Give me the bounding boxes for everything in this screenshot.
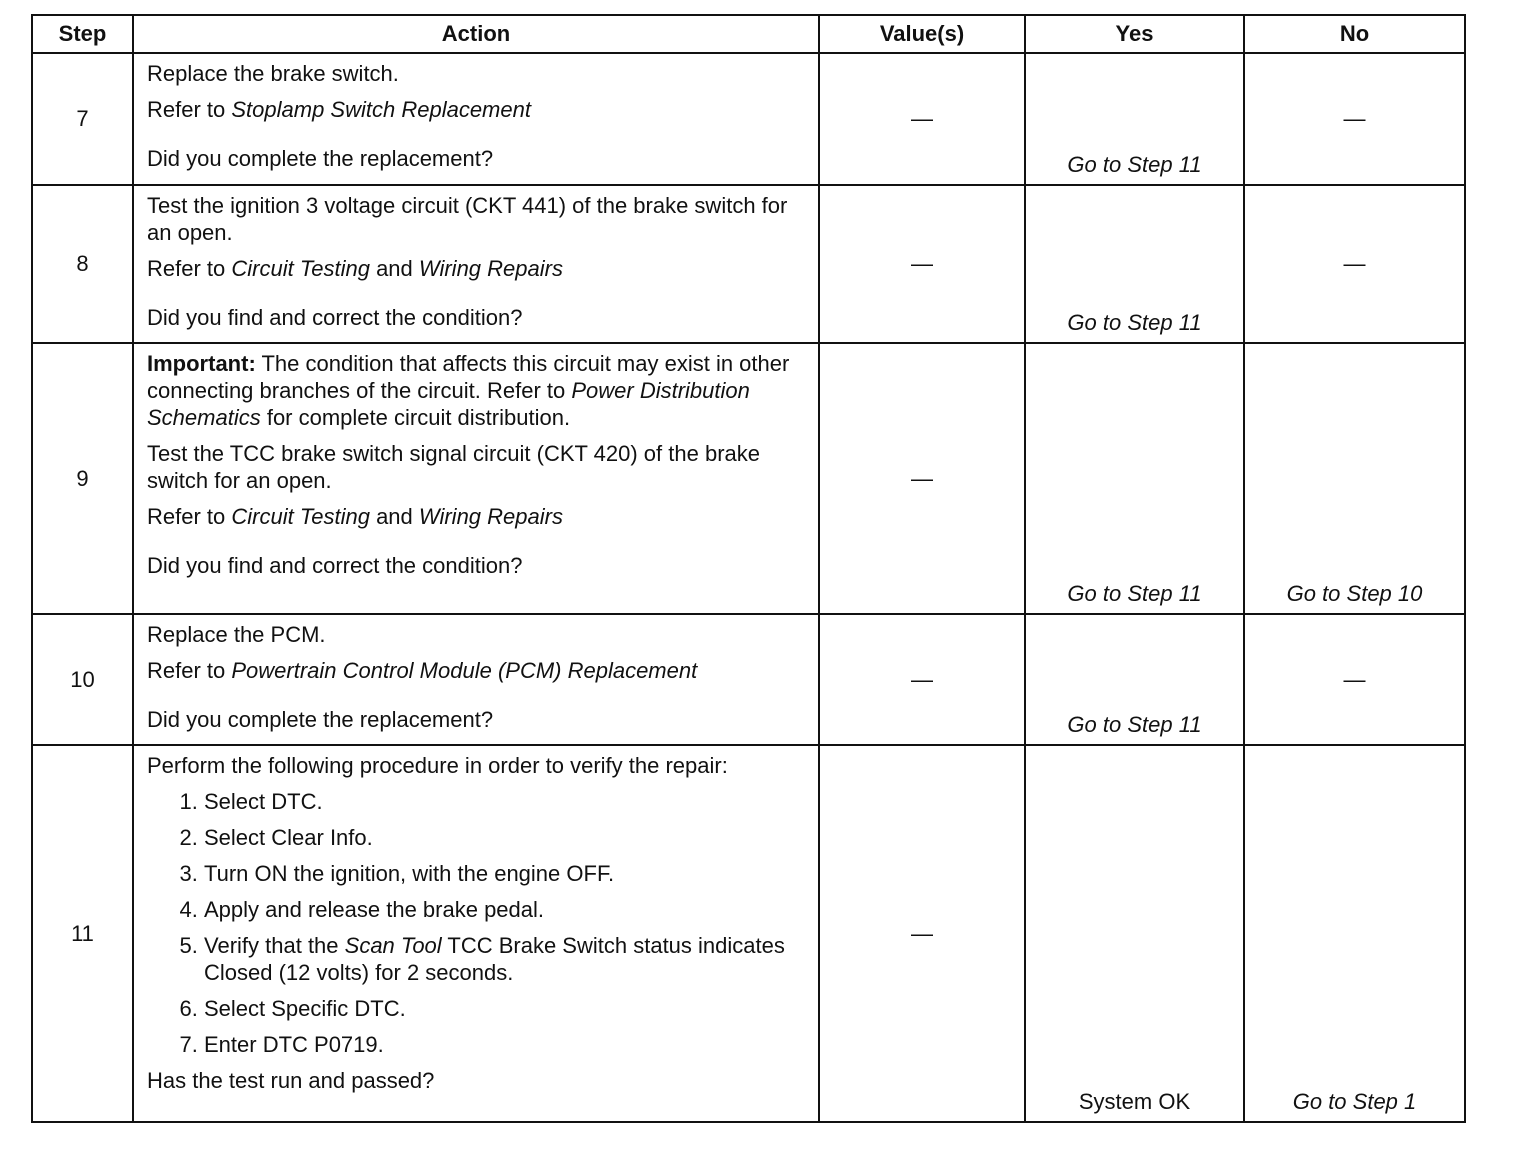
step-number: 10	[32, 614, 133, 745]
list-item: 5. Verify that the Scan Tool TCC Brake Switch status indicates Closed (12 volts) for 2 seconds.	[204, 932, 806, 986]
action-refer: Refer to Stoplamp Switch Replacement	[147, 97, 531, 122]
action-cell	[133, 53, 819, 185]
action-intro: Perform the following procedure in order to verify the repair:	[147, 753, 728, 778]
doc-link[interactable]: Powertrain Control Module (PCM) Replacement	[231, 658, 698, 683]
step-number: 7	[32, 53, 133, 185]
no-value: —	[1343, 251, 1366, 276]
action-cell	[133, 185, 819, 343]
procedure-list	[147, 788, 806, 1058]
action-cell	[133, 745, 819, 1122]
yes-link[interactable]: Go to Step 11	[1067, 152, 1202, 177]
no-cell	[1244, 343, 1465, 614]
list-item: 3. Turn ON the ignition, with the engine OFF.	[204, 860, 806, 887]
action-question: Did you find and correct the condition?	[147, 553, 523, 578]
action-refer: Refer to Powertrain Control Module (PCM) Replacement	[147, 658, 698, 683]
doc-link[interactable]: Power Distribution Schematics	[147, 378, 750, 430]
step-number: 9	[32, 343, 133, 614]
header-step: Step	[32, 15, 133, 53]
value-cell: —	[819, 343, 1025, 614]
list-item: 6. Select Specific DTC.	[204, 995, 806, 1022]
list-item: 1. Select DTC.	[204, 788, 806, 815]
table-row	[32, 343, 1465, 614]
doc-link[interactable]: Wiring Repairs	[418, 256, 563, 281]
action-refer: Refer to Circuit Testing and Wiring Repairs	[147, 256, 563, 281]
action-text: Test the TCC brake switch signal circuit (CKT 420) of the brake switch for an open.	[147, 441, 760, 493]
yes-cell	[1025, 185, 1244, 343]
value-cell: —	[819, 185, 1025, 343]
yes-result: System OK	[1078, 1089, 1191, 1114]
yes-cell	[1025, 745, 1244, 1122]
doc-link[interactable]: Circuit Testing	[231, 504, 370, 529]
value-cell: —	[819, 53, 1025, 185]
no-cell	[1244, 745, 1465, 1122]
table-row	[32, 745, 1465, 1122]
header-yes: Yes	[1025, 15, 1244, 53]
no-value: —	[1343, 106, 1366, 131]
no-cell	[1244, 614, 1465, 745]
important-note: Important: The condition that affects this circuit may exist in other connecting branches of the circuit. Refer to Power Distribution Schematics for complete circuit distribution.	[147, 351, 790, 430]
action-question: Did you find and correct the condition?	[147, 305, 523, 330]
doc-link[interactable]: Wiring Repairs	[418, 504, 563, 529]
action-cell	[133, 343, 819, 614]
diagnostic-table	[31, 14, 1466, 1123]
table-row	[32, 614, 1465, 745]
step-number: 11	[32, 745, 133, 1122]
table-row	[32, 53, 1465, 185]
yes-cell	[1025, 343, 1244, 614]
action-text: Replace the brake switch.	[147, 61, 399, 86]
header-row	[32, 15, 1465, 53]
action-cell	[133, 614, 819, 745]
table-row	[32, 185, 1465, 343]
header-action: Action	[133, 15, 819, 53]
yes-link[interactable]: Go to Step 11	[1067, 712, 1202, 737]
value-cell: —	[819, 614, 1025, 745]
yes-link[interactable]: Go to Step 11	[1067, 581, 1202, 606]
value-cell: —	[819, 745, 1025, 1122]
action-text: Test the ignition 3 voltage circuit (CKT 441) of the brake switch for an open.	[147, 193, 788, 245]
header-no: No	[1244, 15, 1465, 53]
list-item: 2. Select Clear Info.	[204, 824, 806, 851]
action-refer: Refer to Circuit Testing and Wiring Repairs	[147, 504, 563, 529]
doc-link[interactable]: Stoplamp Switch Replacement	[231, 97, 531, 122]
list-item: 4. Apply and release the brake pedal.	[204, 896, 806, 923]
yes-cell	[1025, 614, 1244, 745]
no-cell	[1244, 185, 1465, 343]
header-values: Value(s)	[819, 15, 1025, 53]
action-text: Replace the PCM.	[147, 622, 326, 647]
no-cell	[1244, 53, 1465, 185]
action-question: Has the test run and passed?	[147, 1068, 435, 1093]
no-link[interactable]: Go to Step 10	[1286, 581, 1423, 606]
doc-link[interactable]: Circuit Testing	[231, 256, 370, 281]
yes-link[interactable]: Go to Step 11	[1067, 310, 1202, 335]
action-question: Did you complete the replacement?	[147, 707, 494, 732]
no-link[interactable]: Go to Step 1	[1292, 1089, 1417, 1114]
yes-cell	[1025, 53, 1244, 185]
doc-link[interactable]: Scan Tool	[344, 933, 442, 958]
action-question: Did you complete the replacement?	[147, 146, 494, 171]
list-item: 7. Enter DTC P0719.	[204, 1031, 806, 1058]
step-number: 8	[32, 185, 133, 343]
no-value: —	[1343, 666, 1366, 692]
